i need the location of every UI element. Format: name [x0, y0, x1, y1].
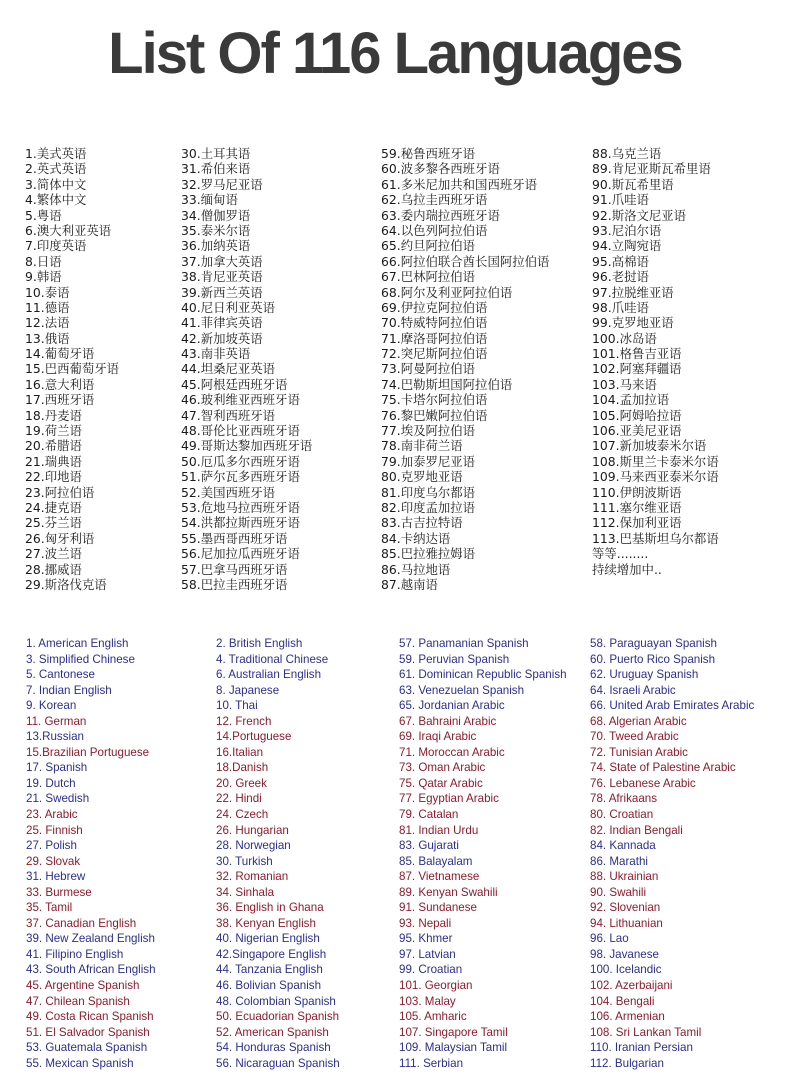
english-language-item: 54. Honduras Spanish — [216, 1041, 331, 1055]
chinese-language-item: 7.印度英语 — [25, 238, 87, 254]
chinese-language-item: 57.巴拿马西班牙语 — [181, 561, 288, 577]
chinese-language-item: 43.南非英语 — [181, 346, 251, 362]
english-list-column-4 — [590, 636, 754, 1071]
english-language-item: 88. Ukrainian — [590, 870, 659, 884]
chinese-language-item: 53.危地马拉西班牙语 — [181, 499, 300, 515]
chinese-language-item: 104.孟加拉语 — [592, 392, 670, 408]
english-language-item: 35. Tamil — [26, 901, 73, 915]
chinese-language-item: 44.坦桑尼亚英语 — [181, 361, 276, 377]
chinese-language-item: 4.繁体中文 — [25, 192, 87, 208]
chinese-language-item: 82.印度孟加拉语 — [381, 499, 476, 515]
english-language-item: 60. Puerto Rico Spanish — [590, 652, 716, 666]
chinese-language-item: 72.突尼斯阿拉伯语 — [381, 346, 488, 362]
chinese-language-item: 1.美式英语 — [25, 146, 87, 161]
english-language-item: 13.Russian — [26, 730, 85, 744]
chinese-language-item: 73.阿曼阿拉伯语 — [381, 361, 476, 377]
english-language-item: 82. Indian Bengali — [590, 823, 683, 837]
english-language-item: 94. Lithuanian — [590, 916, 663, 930]
chinese-language-item: 35.泰米尔语 — [181, 222, 251, 238]
chinese-language-item: 32.罗马尼亚语 — [181, 176, 263, 192]
english-language-item: 43. South African English — [26, 963, 156, 977]
chinese-language-item: 74.巴勒斯坦国阿拉伯语 — [381, 376, 513, 392]
english-list-column-1 — [26, 636, 156, 1071]
chinese-language-item: 20.希腊语 — [25, 438, 82, 454]
chinese-language-item: 108.斯里兰卡泰米尔语 — [592, 453, 719, 469]
english-language-item: 86. Marathi — [590, 854, 648, 868]
english-language-item: 12. French — [216, 714, 272, 728]
english-language-item: 46. Bolivian Spanish — [216, 979, 322, 993]
chinese-language-item: 37.加拿大英语 — [181, 253, 263, 269]
chinese-language-item: 111.塞尔维亚语 — [592, 499, 682, 515]
english-language-item: 2. British English — [216, 637, 303, 650]
english-language-item: 23. Arabic — [26, 808, 78, 822]
english-language-item: 7. Indian English — [26, 683, 112, 697]
chinese-language-item: 31.希伯来语 — [181, 161, 251, 177]
chinese-language-item: 112.保加利亚语 — [592, 515, 682, 531]
english-language-item: 81. Indian Urdu — [399, 823, 479, 837]
english-language-item: 19. Dutch — [26, 776, 76, 790]
english-language-item: 51. El Salvador Spanish — [26, 1025, 150, 1039]
chinese-language-item: 77.埃及阿拉伯语 — [381, 423, 476, 439]
english-language-item: 58. Paraguayan Spanish — [590, 637, 717, 650]
english-language-item: 101. Georgian — [399, 979, 473, 993]
english-language-item: 48. Colombian Spanish — [216, 994, 336, 1008]
english-language-item: 57. Panamanian Spanish — [399, 637, 529, 650]
chinese-language-item: 67.巴林阿拉伯语 — [381, 269, 476, 285]
chinese-language-item: 97.拉脱维亚语 — [592, 284, 674, 300]
english-language-item: 1. American English — [26, 637, 129, 650]
english-language-item: 100. Icelandic — [590, 963, 662, 977]
english-language-item: 91. Sundanese — [399, 901, 478, 915]
english-language-item: 75. Qatar Arabic — [399, 776, 483, 790]
chinese-language-item: 25.芬兰语 — [25, 515, 82, 531]
english-language-item: 39. New Zealand English — [26, 932, 155, 946]
chinese-language-item: 47.智利西班牙语 — [181, 407, 276, 423]
chinese-language-item: 84.卡纳达语 — [381, 530, 451, 546]
english-language-item: 97. Latvian — [399, 947, 456, 961]
chinese-language-item: 8.日语 — [25, 253, 62, 269]
chinese-list-column-1 — [25, 146, 119, 592]
english-language-item: 62. Uruguay Spanish — [590, 668, 699, 682]
english-language-item: 85. Balayalam — [399, 854, 473, 868]
chinese-language-item: 94.立陶宛语 — [592, 238, 662, 254]
chinese-language-item: 102.阿塞拜疆语 — [592, 361, 682, 377]
english-language-item: 107. Singapore Tamil — [399, 1025, 508, 1039]
chinese-language-item: 75.卡塔尔阿拉伯语 — [381, 392, 488, 408]
english-language-item: 53. Guatemala Spanish — [26, 1041, 148, 1055]
english-list-column-2 — [216, 636, 340, 1071]
english-language-item: 20. Greek — [216, 776, 267, 790]
chinese-language-item: 86.马拉地语 — [381, 561, 451, 577]
chinese-language-item: 106.亚美尼亚语 — [592, 423, 682, 439]
chinese-language-item: 107.新加坡泰米尔语 — [592, 438, 707, 454]
chinese-language-item: 79.加泰罗尼亚语 — [381, 453, 476, 469]
english-language-item: 79. Catalan — [399, 808, 459, 822]
english-language-item: 77. Egyptian Arabic — [399, 792, 499, 806]
chinese-language-item: 6.澳大利亚英语 — [25, 222, 112, 238]
chinese-language-item: 89.肯尼亚斯瓦希里语 — [592, 161, 711, 177]
chinese-language-item: 16.意大利语 — [25, 376, 95, 392]
english-language-item: 72. Tunisian Arabic — [590, 745, 688, 759]
english-language-item: 106. Armenian — [590, 1010, 665, 1024]
chinese-language-item: 101.格鲁吉亚语 — [592, 346, 682, 362]
english-language-item: 44. Tanzania English — [216, 963, 323, 977]
english-language-item: 45. Argentine Spanish — [26, 979, 140, 993]
chinese-language-item: 95.高棉语 — [592, 253, 649, 269]
english-language-item: 59. Peruvian Spanish — [399, 652, 510, 666]
english-language-item: 32. Romanian — [216, 870, 289, 884]
chinese-language-item: 21.瑞典语 — [25, 453, 82, 469]
english-language-item: 73. Oman Arabic — [399, 761, 486, 775]
chinese-language-item: 60.波多黎各西班牙语 — [381, 161, 500, 177]
english-language-item: 89. Kenyan Swahili — [399, 885, 498, 899]
chinese-language-item: 59.秘鲁西班牙语 — [381, 146, 476, 161]
english-language-item: 27. Polish — [26, 839, 77, 853]
chinese-language-item: 2.英式英语 — [25, 161, 87, 177]
english-language-item: 18.Danish — [216, 761, 269, 775]
english-language-item: 93. Nepali — [399, 916, 452, 930]
english-language-item: 9. Korean — [26, 699, 77, 713]
chinese-language-item: 58.巴拉圭西班牙语 — [181, 576, 288, 592]
chinese-language-item: 98.爪哇语 — [592, 299, 649, 315]
chinese-language-item: 14.葡萄牙语 — [25, 346, 95, 362]
english-language-item: 21. Swedish — [26, 792, 90, 806]
english-language-item: 78. Afrikaans — [590, 792, 658, 806]
chinese-list-column-2 — [181, 146, 312, 592]
chinese-language-item: 65.约旦阿拉伯语 — [381, 238, 476, 254]
english-language-item: 15.Brazilian Portuguese — [26, 745, 150, 759]
chinese-language-item: 56.尼加拉瓜西班牙语 — [181, 546, 300, 562]
english-language-item: 87. Vietnamese — [399, 870, 480, 884]
english-language-item: 10. Thai — [216, 699, 258, 713]
english-language-item: 33. Burmese — [26, 885, 92, 899]
english-language-item: 41. Filipino English — [26, 947, 124, 961]
chinese-language-item: 46.玻利维亚西班牙语 — [181, 392, 300, 408]
english-language-item: 67. Bahraini Arabic — [399, 714, 497, 728]
english-language-item: 37. Canadian English — [26, 916, 137, 930]
english-list-column-3 — [399, 636, 567, 1071]
chinese-language-item: 55.墨西哥西班牙语 — [181, 530, 288, 546]
english-language-item: 96. Lao — [590, 932, 629, 946]
english-language-item: 22. Hindi — [216, 792, 262, 806]
chinese-language-item: 18.丹麦语 — [25, 407, 82, 423]
english-language-item: 65. Jordanian Arabic — [399, 699, 505, 713]
chinese-language-item: 93.尼泊尔语 — [592, 222, 662, 238]
english-language-item: 83. Gujarati — [399, 839, 459, 853]
english-language-item: 47. Chilean Spanish — [26, 994, 130, 1008]
english-language-item: 84. Kannada — [590, 839, 656, 853]
english-language-item: 17. Spanish — [26, 761, 88, 775]
english-language-item: 61. Dominican Republic Spanish — [399, 668, 567, 682]
chinese-language-item: 96.老挝语 — [592, 269, 649, 285]
english-language-item: 80. Croatian — [590, 808, 654, 822]
chinese-language-item: 110.伊朗波斯语 — [592, 484, 682, 500]
chinese-language-item: 70.特威特阿拉伯语 — [381, 315, 488, 331]
chinese-language-item: 45.阿根廷西班牙语 — [181, 376, 288, 392]
english-language-item: 16.Italian — [216, 745, 264, 759]
english-language-item: 95. Khmer — [399, 932, 453, 946]
chinese-language-item: 52.美国西班牙语 — [181, 484, 276, 500]
english-language-item: 92. Slovenian — [590, 901, 661, 915]
chinese-list-column-3 — [381, 146, 549, 592]
english-language-item: 112. Bulgarian — [590, 1056, 664, 1070]
chinese-language-item: 91.爪哇语 — [592, 192, 649, 208]
chinese-language-item: 78.南非荷兰语 — [381, 438, 463, 454]
chinese-language-item: 22.印地语 — [25, 469, 82, 485]
chinese-language-item: 63.委内瑞拉西班牙语 — [381, 207, 500, 223]
english-language-item: 71. Moroccan Arabic — [399, 745, 505, 759]
chinese-language-item: 88.乌克兰语 — [592, 146, 662, 161]
chinese-language-item: 100.冰岛语 — [592, 330, 657, 346]
english-language-item: 52. American Spanish — [216, 1025, 329, 1039]
english-language-item: 29. Slovak — [26, 854, 81, 868]
english-language-item: 63. Venezuelan Spanish — [399, 683, 525, 697]
chinese-language-item: 54.洪都拉斯西班牙语 — [181, 515, 300, 531]
english-language-item: 55. Mexican Spanish — [26, 1056, 134, 1070]
chinese-language-item: 51.萨尔瓦多西班牙语 — [181, 469, 300, 485]
chinese-language-item: 27.波兰语 — [25, 546, 82, 562]
chinese-language-item: 5.粤语 — [25, 207, 62, 223]
english-language-item: 105. Amharic — [399, 1010, 467, 1024]
chinese-language-item: 28.挪威语 — [25, 561, 82, 577]
english-language-item: 25. Finnish — [26, 823, 83, 837]
english-language-item: 4. Traditional Chinese — [216, 652, 329, 666]
english-language-item: 103. Malay — [399, 994, 456, 1008]
chinese-language-item: 29.斯洛伐克语 — [25, 576, 107, 592]
english-language-item: 24. Czech — [216, 808, 269, 822]
chinese-language-item: 15.巴西葡萄牙语 — [25, 361, 120, 377]
chinese-language-item: 66.阿拉伯联合酋长国阿拉伯语 — [381, 253, 550, 269]
chinese-language-item: 38.肯尼亚英语 — [181, 269, 263, 285]
chinese-language-item: 61.多米尼加共和国西班牙语 — [381, 176, 538, 192]
chinese-language-item: 109.马来西亚泰米尔语 — [592, 469, 719, 485]
english-language-item: 28. Norwegian — [216, 839, 291, 853]
chinese-language-item: 48.哥伦比亚西班牙语 — [181, 423, 300, 439]
chinese-language-item: 71.摩洛哥阿拉伯语 — [381, 330, 488, 346]
english-language-item: 14.Portuguese — [216, 730, 292, 744]
english-language-item: 104. Bengali — [590, 994, 655, 1008]
chinese-language-item: 24.捷克语 — [25, 499, 82, 515]
chinese-language-item: 34.僧伽罗语 — [181, 207, 251, 223]
chinese-language-item: 12.法语 — [25, 315, 70, 331]
chinese-language-item: 33.缅甸语 — [181, 192, 238, 208]
english-language-item: 64. Israeli Arabic — [590, 683, 676, 697]
english-language-item: 90. Swahili — [590, 885, 647, 899]
english-language-item: 69. Iraqi Arabic — [399, 730, 477, 744]
chinese-language-item: 等等........ — [592, 546, 649, 562]
english-language-item: 40. Nigerian English — [216, 932, 320, 946]
english-language-item: 38. Kenyan English — [216, 916, 316, 930]
chinese-list-column-4 — [592, 146, 719, 577]
english-language-item: 42.Singapore English — [216, 947, 327, 961]
english-language-item: 34. Sinhala — [216, 885, 275, 899]
chinese-language-item: 49.哥斯达黎加西班牙语 — [181, 438, 313, 454]
chinese-language-item: 19.荷兰语 — [25, 423, 82, 439]
chinese-language-item: 39.新西兰英语 — [181, 284, 263, 300]
english-language-item: 109. Malaysian Tamil — [399, 1041, 508, 1055]
chinese-language-item: 持续增加中.. — [592, 561, 662, 577]
chinese-language-item: 83.古吉拉特语 — [381, 515, 463, 531]
chinese-language-item: 42.新加坡英语 — [181, 330, 263, 346]
chinese-language-item: 3.简体中文 — [25, 176, 87, 192]
english-language-item: 5. Cantonese — [26, 668, 95, 682]
page-title: List Of 116 Languages — [108, 21, 682, 86]
english-language-item: 110. Iranian Persian — [590, 1041, 693, 1055]
chinese-language-item: 68.阿尔及利亚阿拉伯语 — [381, 284, 513, 300]
chinese-language-item: 62.乌拉圭西班牙语 — [381, 192, 488, 208]
chinese-language-item: 92.斯洛文尼亚语 — [592, 207, 687, 223]
english-language-item: 11. German — [26, 714, 87, 728]
chinese-language-item: 17.西班牙语 — [25, 392, 95, 408]
chinese-language-item: 26.匈牙利语 — [25, 530, 95, 546]
chinese-language-item: 41.菲律宾英语 — [181, 315, 263, 331]
english-language-item: 98. Javanese — [590, 947, 659, 961]
chinese-language-item: 87.越南语 — [381, 576, 438, 592]
english-language-item: 102. Azerbaijani — [590, 979, 673, 993]
english-language-item: 31. Hebrew — [26, 870, 86, 884]
chinese-language-item: 85.巴拉雅拉姆语 — [381, 546, 476, 562]
english-language-item: 49. Costa Rican Spanish — [26, 1010, 154, 1024]
english-language-item: 76. Lebanese Arabic — [590, 776, 696, 790]
chinese-language-item: 81.印度乌尔都语 — [381, 484, 476, 500]
chinese-language-item: 64.以色列阿拉伯语 — [381, 222, 488, 238]
english-language-item: 30. Turkish — [216, 854, 273, 868]
chinese-language-item: 40.尼日利亚英语 — [181, 299, 276, 315]
chinese-language-item: 105.阿姆哈拉语 — [592, 407, 682, 423]
chinese-language-item: 30.土耳其语 — [181, 146, 251, 161]
chinese-language-item: 90.斯瓦希里语 — [592, 176, 674, 192]
chinese-language-item: 36.加纳英语 — [181, 238, 251, 254]
chinese-language-item: 23.阿拉伯语 — [25, 484, 95, 500]
chinese-language-item: 50.厄瓜多尔西班牙语 — [181, 453, 300, 469]
chinese-language-item: 11.德语 — [25, 299, 70, 315]
english-language-item: 6. Australian English — [216, 668, 322, 682]
chinese-language-item: 13.俄语 — [25, 330, 70, 346]
chinese-language-item: 10.泰语 — [25, 284, 70, 300]
chinese-language-item: 103.马来语 — [592, 376, 657, 392]
english-language-item: 36. English in Ghana — [216, 901, 324, 915]
chinese-language-item: 80.克罗地亚语 — [381, 469, 463, 485]
english-language-item: 111. Serbian — [399, 1056, 464, 1070]
chinese-language-item: 76.黎巴嫩阿拉伯语 — [381, 407, 488, 423]
english-language-item: 8. Japanese — [216, 683, 280, 697]
english-language-item: 26. Hungarian — [216, 823, 289, 837]
english-language-item: 99. Croatian — [399, 963, 463, 977]
english-language-item: 66. United Arab Emirates Arabic — [590, 699, 755, 713]
chinese-language-item: 9.韩语 — [25, 269, 62, 285]
chinese-language-item: 99.克罗地亚语 — [592, 315, 674, 331]
english-language-item: 3. Simplified Chinese — [26, 652, 135, 666]
english-language-item: 68. Algerian Arabic — [590, 714, 687, 728]
english-language-item: 50. Ecuadorian Spanish — [216, 1010, 340, 1024]
chinese-language-item: 69.伊拉克阿拉伯语 — [381, 299, 488, 315]
english-language-item: 74. State of Palestine Arabic — [590, 761, 736, 775]
chinese-language-item: 113.巴基斯坦乌尔都语 — [592, 530, 719, 546]
english-language-item: 70. Tweed Arabic — [590, 730, 679, 744]
english-language-item: 56. Nicaraguan Spanish — [216, 1056, 340, 1070]
english-language-item: 108. Sri Lankan Tamil — [590, 1025, 702, 1039]
